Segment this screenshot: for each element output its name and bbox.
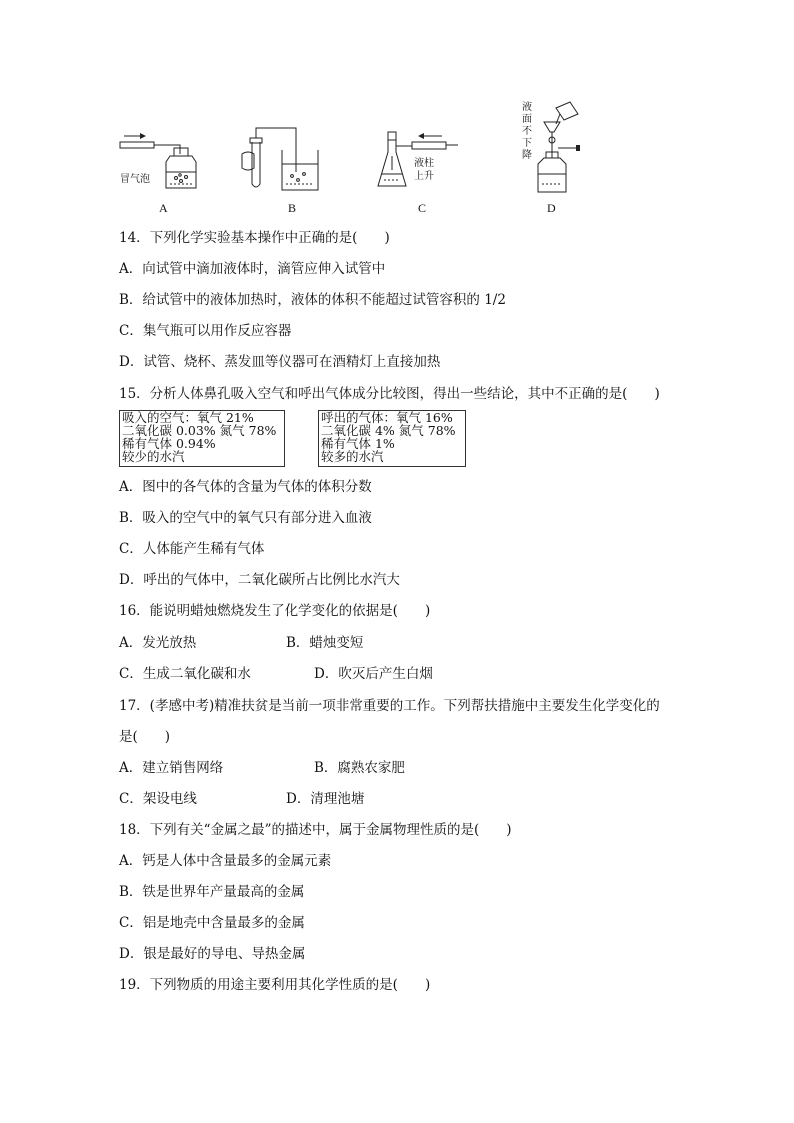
q15-option-d: D．呼出的气体中，二氧化碳所占比例比水汽大 [119,572,400,588]
q17-option-a: A．建立销售网络 [119,760,224,776]
q19-stem: 19．下列物质的用途主要利用其化学性质的是( ) [119,977,431,993]
q18-option-c: C．铝是地壳中含量最多的金属 [119,915,305,931]
inhaled-air-box [119,410,285,467]
q16-option-c: C．生成二氧化碳和水 [119,666,251,682]
exhaled-line: 稀有气体 1% [321,436,395,451]
exhaled-air-box [318,410,466,467]
figure-b [238,124,328,196]
figure-c-note-line2: 上升 [414,171,434,182]
q17-stem-line1: 17．(孝感中考)精准扶贫是当前一项非常重要的工作。下列帮扶措施中主要发生化学变化的 [119,698,660,714]
apparatus-figures [110,100,610,220]
figure-a-drawing [118,126,208,196]
q18-option-b: B．铁是世界年产量最高的金属 [119,884,305,900]
q14-stem: 14．下列化学实验基本操作中正确的是( ) [119,230,390,246]
figure-a [118,126,208,196]
figure-c-note-line1: 液柱 [414,158,434,169]
q15-stem: 15．分析人体鼻孔吸入空气和呼出气体成分比较图，得出一些结论，其中不正确的是( ) [119,386,660,402]
inhaled-line: 稀有气体 0.94% [122,436,216,451]
figure-c [374,130,474,196]
figure-d-note-char: 液 [522,102,532,113]
q14-option-d: D．试管、烧杯、蒸发皿等仪器可在酒精灯上直接加热 [119,354,441,370]
inhaled-line: 较少的水汽 [122,449,185,464]
q18-stem: 18．下列有关“金属之最”的描述中，属于金属物理性质的是( ) [119,822,512,838]
q16-option-b: B．蜡烛变短 [286,635,364,651]
figure-d-note-char: 不 [522,126,532,137]
q15-option-a: A．图中的各气体的含量为气体的体积分数 [119,479,372,495]
inhaled-line: 二氧化碳 0.03% 氮气 78% [122,423,277,438]
q17-option-b: B．腐熟农家肥 [314,760,405,776]
figure-d-label: D [547,201,556,215]
q14-option-b: B．给试管中的液体加热时，液体的体积不能超过试管容积的 1/2 [119,292,506,308]
q14-option-c: C．集气瓶可以用作反应容器 [119,323,292,339]
exhaled-line: 呼出的气体：氧气 16% [321,410,453,425]
q16-option-d: D．吹灭后产生白烟 [314,666,433,682]
q17-option-d: D．清理池塘 [286,791,365,807]
figure-b-label: B [288,201,297,215]
figure-d-note-char: 降 [522,150,532,161]
exhaled-line: 较多的水汽 [321,449,384,464]
q18-option-d: D．银是最好的导电、导热金属 [119,946,306,962]
q17-option-c: C．架设电线 [119,791,197,807]
figure-c-label: C [418,201,427,215]
figure-d-note-char: 面 [522,114,532,125]
q15-option-b: B．吸入的空气中的氧气只有部分进入血液 [119,510,372,526]
q15-option-c: C．人体能产生稀有气体 [119,541,265,557]
q17-stem-line2: 是( ) [119,729,171,745]
q16-option-a: A．发光放热 [119,635,197,651]
q14-option-a: A．向试管中滴加液体时，滴管应伸入试管中 [119,261,386,277]
figure-a-label: A [159,201,168,215]
figure-a-note: 冒气泡 [120,174,150,185]
q16-stem: 16．能说明蜡烛燃烧发生了化学变化的依据是( ) [119,603,431,619]
inhaled-line: 吸入的空气：氧气 21% [122,410,254,425]
figure-b-drawing [238,124,328,196]
exhaled-line: 二氧化碳 4% 氮气 78% [321,423,456,438]
figure-d-note [522,102,534,162]
figure-d [520,100,610,196]
q18-option-a: A．钙是人体中含量最多的金属元素 [119,853,332,869]
figure-d-note-char: 下 [522,138,532,149]
